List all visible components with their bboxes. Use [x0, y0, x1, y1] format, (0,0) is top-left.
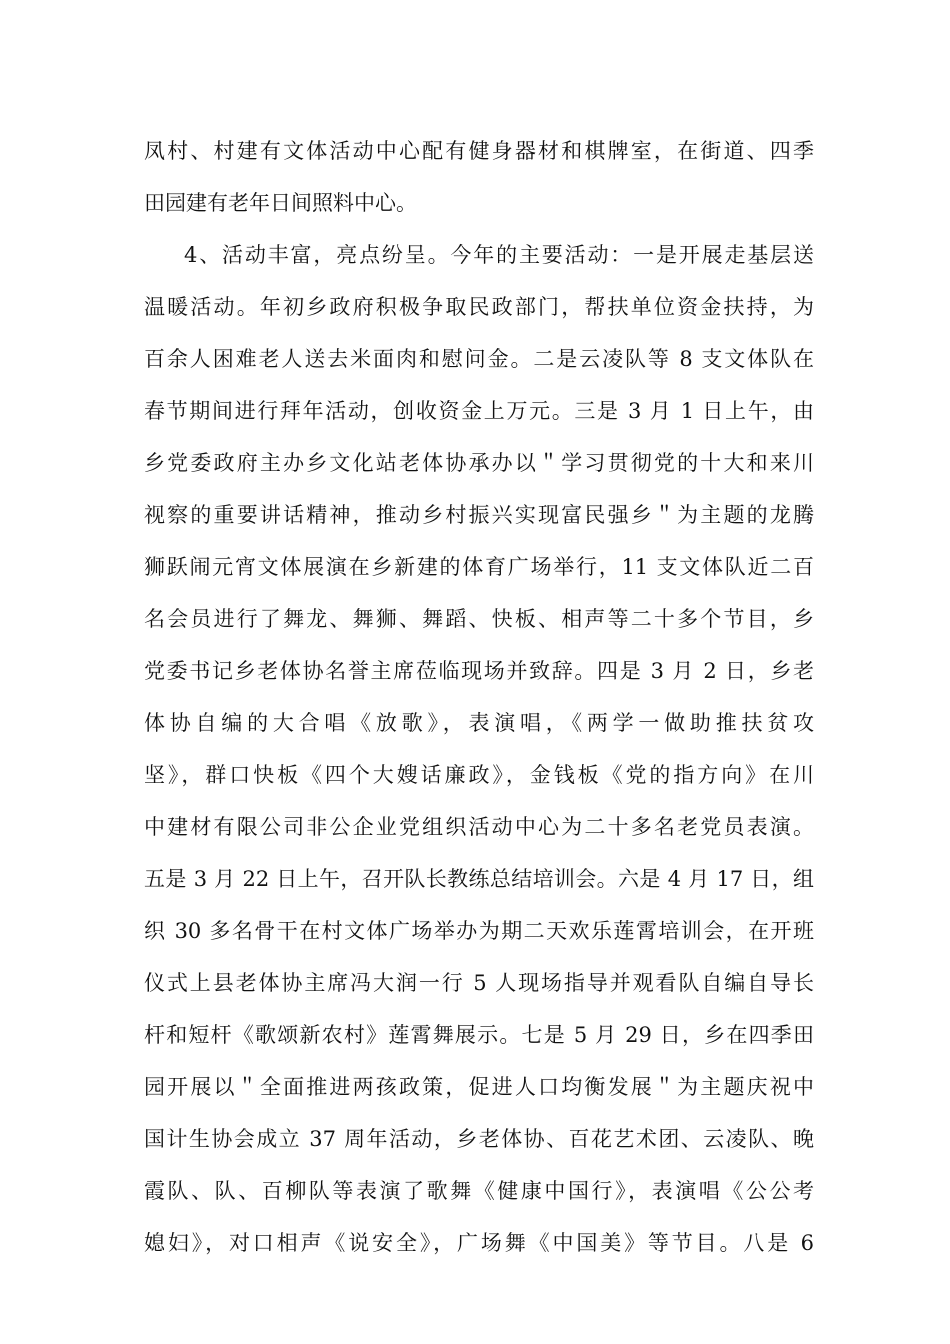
text-line: 园开展以＂全面推进两孩政策，促进人口均衡发展＂为主题庆祝中	[144, 1075, 814, 1099]
text-line: 乡党委政府主办乡文化站老体协承办以＂学习贯彻党的十大和来川	[144, 451, 814, 475]
text-line: 凤村、村建有文体活动中心配有健身器材和棋牌室，在街道、四季	[144, 139, 814, 163]
text-line: 中建材有限公司非公企业党组织活动中心为二十多名老党员表演。	[144, 815, 814, 839]
text-line: 田园建有老年日间照料中心。	[144, 191, 417, 215]
text-line: 春节期间进行拜年活动，创收资金上万元。三是 3 月 1 日上午，由	[144, 399, 814, 423]
text-line: 4、活动丰富，亮点纷呈。今年的主要活动：一是开展走基层送	[184, 243, 814, 267]
text-line: 五是 3 月 22 日上午，召开队长教练总结培训会。六是 4 月 17 日，组	[144, 867, 814, 891]
text-line: 杆和短杆《歌颂新农村》莲霄舞展示。七是 5 月 29 日，乡在四季田	[144, 1023, 814, 1047]
text-line: 体协自编的大合唱《放歌》，表演唱，《两学一做助推扶贫攻	[144, 711, 814, 735]
text-line: 仪式上县老体协主席冯大润一行 5 人现场指导并观看队自编自导长	[144, 971, 814, 995]
text-line: 织 30 多名骨干在村文体广场举办为期二天欢乐莲霄培训会，在开班	[144, 919, 814, 943]
text-line: 国计生协会成立 37 周年活动，乡老体协、百花艺术团、云凌队、晚	[144, 1127, 814, 1151]
text-line: 百余人困难老人送去米面肉和慰问金。二是云凌队等 8 支文体队在	[144, 347, 814, 371]
text-line: 温暖活动。年初乡政府积极争取民政部门，帮扶单位资金扶持，为	[144, 295, 814, 319]
text-line: 党委书记乡老体协名誉主席莅临现场并致辞。四是 3 月 2 日，乡老	[144, 659, 814, 683]
text-line: 霞队、队、百柳队等表演了歌舞《健康中国行》，表演唱《公公考	[144, 1179, 814, 1203]
text-line: 坚》，群口快板《四个大嫂话廉政》，金钱板《党的指方向》在川	[144, 763, 814, 787]
text-line: 视察的重要讲话精神，推动乡村振兴实现富民强乡＂为主题的龙腾	[144, 503, 814, 527]
body-text	[144, 125, 814, 1269]
text-line: 狮跃闹元宵文体展演在乡新建的体育广场举行，11 支文体队近二百	[144, 555, 814, 579]
text-line: 名会员进行了舞龙、舞狮、舞蹈、快板、相声等二十多个节目，乡	[144, 607, 814, 631]
text-line: 媳妇》，对口相声《说安全》，广场舞《中国美》等节目。八是 6	[144, 1231, 814, 1255]
